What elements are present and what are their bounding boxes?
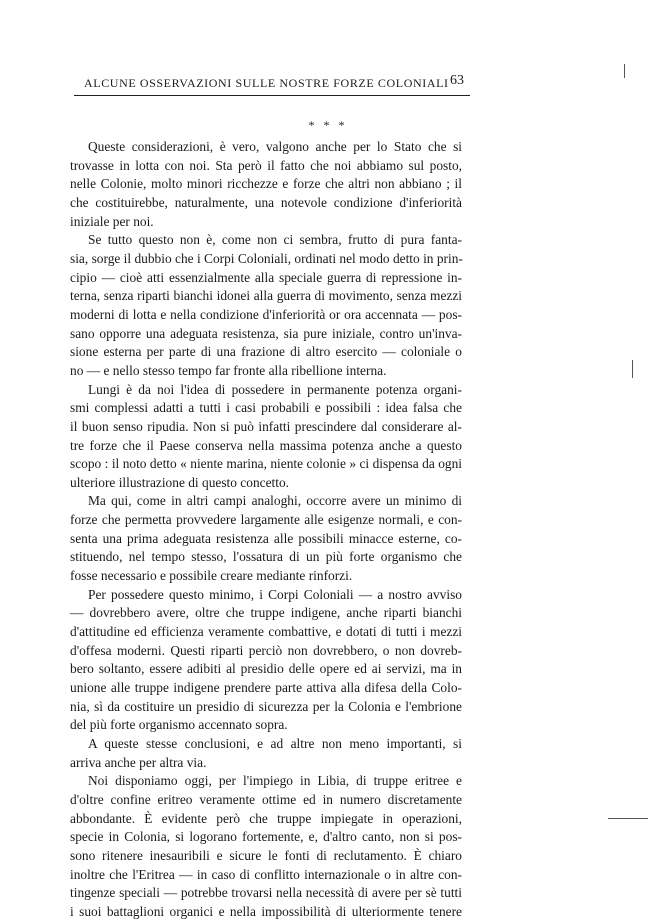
text-line: specie in Colonia, si logorano fortemente, e, d'altro canto, non si pos-: [70, 829, 462, 845]
text-line: sono ritenere inesauribili e sicure le fonti di reclutamento. È chiaro: [70, 847, 462, 863]
text-line: scopo : il noto detto « niente marina, niente colonie » ci dispensa da ogni: [70, 456, 462, 472]
text-line: d'offesa moderni. Questi riparti perciò non dovrebbero, o non dovreb-: [70, 642, 462, 658]
text-line: sione esterna per parte di una frazione di altro esercito — coloniale o: [70, 344, 462, 360]
text-line: inoltre che l'Eritrea — in caso di conflitto internazionale o in altre con-: [70, 866, 462, 882]
text-line: i suoi battaglioni organici e nella impossibilità di ulteriormente tenere: [70, 903, 462, 919]
section-separator: * * *: [308, 118, 348, 132]
text-line: smi complessi adatti a tutti i casi probabili e possibili : idea falsa che: [70, 400, 462, 416]
text-line: tingenze speciali — potrebbe trovarsi nella necessità di avere per sè tutti: [70, 885, 462, 901]
text-line: Se tutto questo non è, come non ci sembra, frutto di pura fanta-: [88, 232, 462, 248]
text-line: del più forte organismo accennato sopra.: [70, 717, 288, 733]
text-line: A queste stesse conclusioni, e ad altre non meno importanti, si: [88, 736, 462, 751]
text-line: ulteriore illustrazione di questo concetto.: [70, 474, 290, 490]
scan-edge-mark: [624, 64, 625, 78]
text-line: fosse necessario e possibile creare mediante rinforzi.: [70, 568, 353, 584]
text-line: terna, senza riparti bianchi idonei alla guerra di movimento, senza mezzi: [70, 288, 462, 304]
text-line: — dovrebbero avere, oltre che truppe indigene, anche riparti bianchi: [70, 605, 462, 621]
text-line: il buon senso ripudia. Non si può infatti prescindere dal considerare al-: [70, 418, 462, 434]
text-line: nia, sì da costituire un presidio di sicurezza per la Colonia e l'embrione: [70, 698, 462, 714]
text-line: Lungi è da noi l'idea di possedere in permanente potenza organi-: [88, 381, 462, 397]
text-line: tre forze che il Paese conserva nella massima potenza anche a questo: [70, 437, 462, 453]
text-line: iniziale per noi.: [70, 213, 154, 229]
running-header: [74, 70, 470, 96]
text-line: Noi disponiamo oggi, per l'impiego in Libia, di truppe eritree e: [88, 773, 462, 789]
header-rule: [74, 95, 470, 96]
text-line: senta una prima adeguata resistenza alle possibili minacce esterne, co-: [70, 530, 462, 546]
body-text: [70, 138, 462, 922]
text-line: d'attitudine ed efficienza veramente combattive, e dotati di tutti i mezzi: [70, 624, 462, 640]
text-line: arriva anche per altra via.: [70, 754, 207, 770]
text-line: abbondante. È evidente però che truppe impiegate in operazioni,: [70, 810, 462, 826]
text-line: che costituirebbe, naturalmente, una notevole condizione d'inferiorità: [70, 194, 462, 210]
scan-edge-mark: [632, 360, 633, 378]
text-line: Queste considerazioni, è vero, valgono anche per lo Stato che si: [88, 139, 462, 154]
text-line: bero soltanto, essere adibiti al presidio delle opere ed ai servizi, ma in: [70, 661, 462, 677]
text-line: forze che permetta provvedere largamente alle esigenze normali, e con-: [70, 512, 462, 528]
running-title: ALCUNE OSSERVAZIONI SULLE NOSTRE FORZE COLONIALI: [84, 76, 449, 90]
text-line: stituendo, nel tempo stesso, l'ossatura di un più forte organismo che: [70, 549, 462, 565]
text-line: Ma qui, come in altri campi analoghi, occorre avere un minimo di: [88, 493, 462, 509]
text-line: trovasse in lotta con noi. Sta però il fatto che noi abbiamo sul posto,: [70, 157, 462, 173]
text-line: Per possedere questo minimo, i Corpi Coloniali — a nostro avviso: [88, 586, 462, 602]
scan-edge-mark: [608, 818, 648, 819]
text-line: cipio — cioè atti essenzialmente alla speciale guerra di repressione in-: [70, 269, 462, 285]
text-line: d'oltre confine eritreo veramente ottime ed in numero discretamente: [70, 791, 462, 807]
page-number: 63: [450, 73, 464, 88]
text-line: sia, sorge il dubbio che i Corpi Coloniali, ordinati nel modo detto in prin-: [70, 250, 463, 266]
text-line: unione alle truppe indigene prendere parte attiva alla difesa della Colo-: [70, 680, 462, 696]
text-line: sano opporre una adeguata resistenza, sia pure iniziale, contro un'inva-: [70, 325, 462, 341]
text-line: nelle Colonie, molto minori ricchezze e forze che altri non abbiano ; il: [70, 176, 462, 192]
text-line: no — e nello stesso tempo far fronte alla ribellione interna.: [70, 362, 387, 378]
text-line: moderni di lotta e nella condizione d'inferiorità or ora accennata — pos-: [70, 306, 462, 322]
